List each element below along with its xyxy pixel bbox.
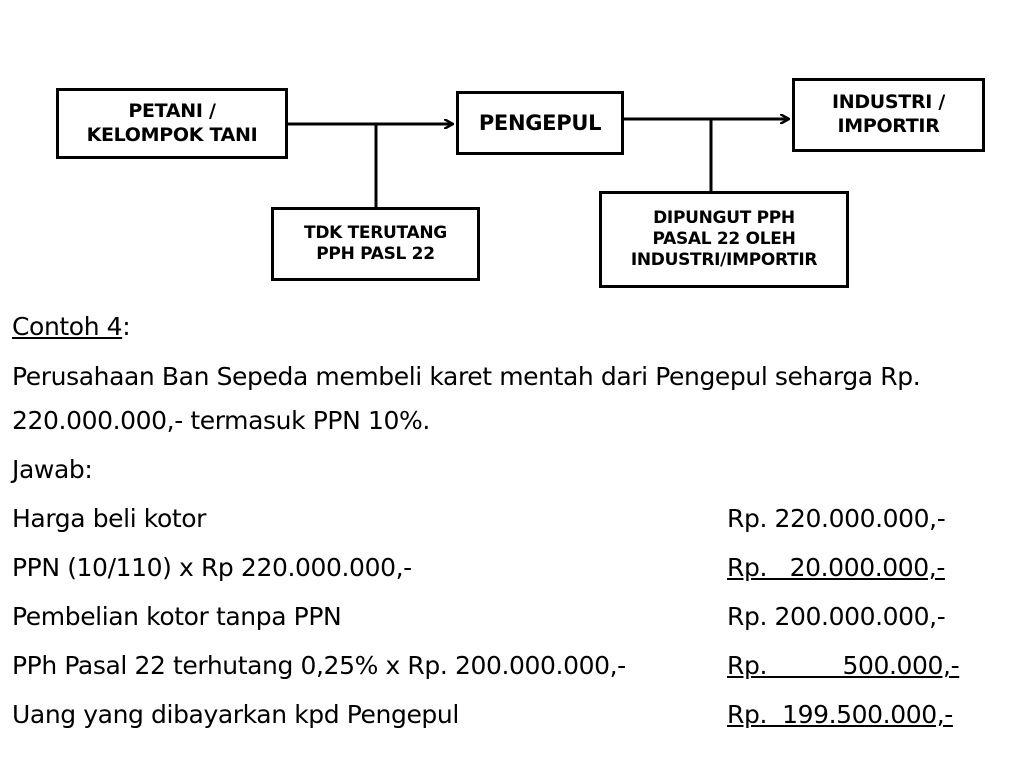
node-industri-importir <box>792 78 985 152</box>
node-pengepul <box>456 91 624 155</box>
node-petani-label: PETANI / KELOMPOK TANI <box>86 99 258 146</box>
calc-amount: Rp. 199.500.000,- <box>727 700 953 729</box>
example-title-text: Contoh 4 <box>12 312 123 341</box>
node-dipungut-label: DIPUNGUT PPH PASAL 22 OLEH INDUSTRI/IMPORTIR <box>630 207 818 271</box>
calc-amount: Rp. 500.000,- <box>727 651 960 680</box>
calc-label: Pembelian kotor tanpa PPN <box>12 602 342 631</box>
node-petani <box>56 88 288 159</box>
example-text <box>12 302 1012 739</box>
calc-label: Harga beli kotor <box>12 504 207 533</box>
calc-row-harga-beli <box>12 494 1012 543</box>
example-title <box>12 302 1012 351</box>
node-tdk-label: TDK TERUTANG PPH PASL 22 <box>304 222 447 264</box>
answer-label: Jawab: <box>12 455 93 484</box>
example-question: Perusahaan Ban Sepeda membeli karet mentah dari Pengepul seharga Rp. 220.000.000,- termasuk PPN 10%. <box>12 362 921 435</box>
node-dipungut <box>599 191 849 288</box>
calc-label: PPN (10/110) x Rp 220.000.000,- <box>12 553 412 582</box>
calc-row-pembelian-tanpa-ppn <box>12 592 1012 641</box>
calc-row-uang-dibayarkan <box>12 690 1012 739</box>
calc-label: PPh Pasal 22 terhutang 0,25% x Rp. 200.000.000,- <box>12 651 626 680</box>
calc-label: Uang yang dibayarkan kpd Pengepul <box>12 700 459 729</box>
calc-amount: Rp. 220.000.000,- <box>727 504 946 533</box>
calc-amount: Rp. 200.000.000,- <box>727 602 946 631</box>
example-title-colon: : <box>122 312 131 341</box>
calc-row-ppn <box>12 543 1012 592</box>
calc-row-pph22 <box>12 641 1012 690</box>
node-pengepul-label: PENGEPUL <box>478 110 602 135</box>
node-industri-label: INDUSTRI / IMPORTIR <box>831 91 946 137</box>
calc-amount: Rp. 20.000.000,- <box>727 553 945 582</box>
node-tdk-terutang <box>271 207 480 281</box>
